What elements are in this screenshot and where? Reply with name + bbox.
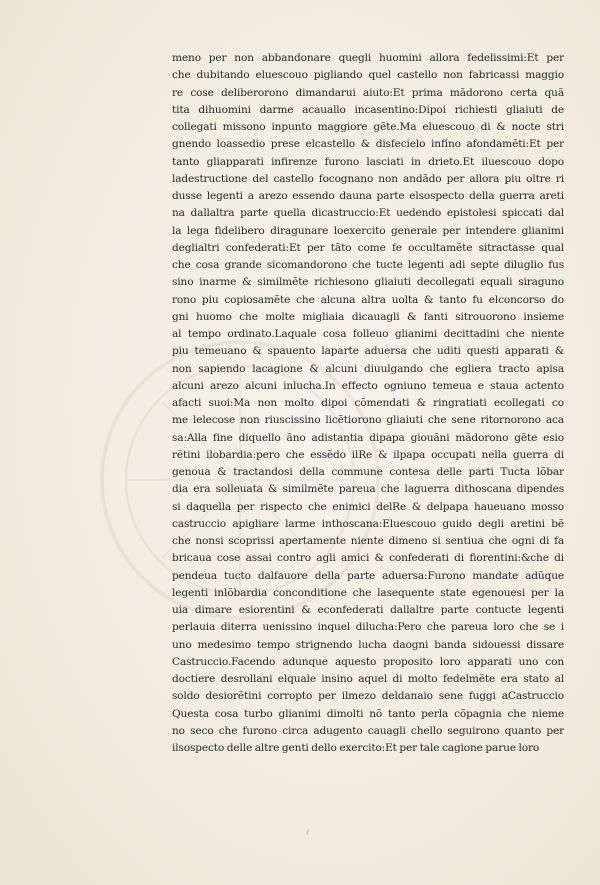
signature-mark bbox=[306, 829, 315, 837]
text-line: Questa cosa turbo glianimi dimolti nõ tanto perla cõpagnia che nieme bbox=[172, 707, 564, 720]
text-line: alcuni arezo alcuni inlucha.In effecto ogniuno temeua e staua actento bbox=[172, 379, 564, 392]
text-line: sa:Alla fine diquello ãno adistantia dipapa giouãni mãdorono gẽte esio bbox=[172, 431, 564, 444]
text-line: al tempo ordinato.Laquale cosa folleuo glianimi decittadini che niente bbox=[172, 328, 564, 340]
text-line: no seco che furono circa adugento cauagli chello seguirono quanto per bbox=[172, 724, 564, 737]
text-line: na dallaltra parte quella dicastruccio:Et uedendo epistolesi spiccati dal bbox=[172, 207, 564, 220]
text-line: afacti suoi:Ma non molto dipoi cõmendati & ringratiati ecollegati co bbox=[172, 397, 564, 409]
text-line: che dubitando eluescouo pigliando quel castello non fabricassi maggio bbox=[172, 69, 564, 82]
text-line: bricaua cose assai contro agli amici & confederati di fiorentini:&che di bbox=[172, 552, 564, 565]
text-line: tanto gliapparati infirenze furono lasciati in drieto.Et iluescouo dopo bbox=[172, 155, 564, 168]
text-line: meno per non abbandonare quegli huomini allora fedelissimi:Et per bbox=[172, 52, 564, 64]
text-line: re cose deliberorono dimandarui aiuto:Et prima mãdorono certa quã bbox=[172, 86, 564, 99]
text-line: ilsospecto delle altre genti dello exercito:Et per tale cagione parue loro bbox=[172, 742, 540, 754]
text-line: doctiere desrollani elquale insino aquel di molto fedelmẽte era stato al bbox=[172, 673, 564, 685]
text-line: soldo desiorẽtini corropto per ilmezo deldanaio sene fuggi aCastruccio bbox=[172, 690, 564, 703]
text-line: uno medesimo tempo strignendo lucha daogni banda sidouessi dissare bbox=[172, 638, 564, 651]
text-line: rono piu copiosamẽte che alcuna altra uolta & tanto fu elconcorso do bbox=[172, 293, 564, 306]
text-line: che cosa grande sicomandorono che tucte legenti adi septe diluglio fus bbox=[172, 259, 564, 271]
text-line: legenti inlõbardia conconditione che lasequente state egenouesi per la bbox=[172, 586, 564, 599]
text-line: Castruccio.Facendo adunque aquesto proposito loro apparati uno con bbox=[172, 655, 564, 668]
text-line: collegati missono inpunto maggiore gẽte.Ma eluescouo di & nocte stri bbox=[172, 121, 564, 133]
text-line: dia era solleuata & similmẽte pareua che laguerra dithoscana dipendes bbox=[172, 483, 564, 496]
text-line: piu temeuano & spauento laparte aduersa che uditi questi apparati & bbox=[172, 345, 564, 358]
text-line: la lega fidelibero diragunare loexercito generale per intendere glianimi bbox=[172, 224, 564, 237]
text-line: perlauia diterra uenissino inquel dilucha:Pero che pareua loro che se i bbox=[172, 621, 564, 634]
text-line: gni huomo che molte migliaia dicauagli & fanti sitrouorono insieme bbox=[172, 310, 564, 323]
text-line: dusse legenti a arezo essendo dauna parte elsospecto della guerra areti bbox=[172, 190, 564, 202]
text-line: sino inarme & similmẽte richiesono gliaiuti decollegati equali siraguno bbox=[172, 276, 564, 289]
body-text bbox=[172, 50, 564, 757]
text-line: ladestructione del castello focognano non andãdo per allora piu oltre ri bbox=[172, 172, 564, 185]
text-line: deglialtri confederati:Et per tãto come fe occultamẽte sitractasse qual bbox=[172, 241, 564, 254]
text-line: si daquella per rispecto che enimici delRe & delpapa haueuano mosso bbox=[172, 500, 564, 513]
text-line: rẽtini ilobardia:pero che essẽdo ilRe & ilpapa occupati nella guerra di bbox=[172, 448, 564, 461]
text-line: genoua & tractandosi della commune contesa delle parti Tucta lõbar bbox=[172, 466, 564, 478]
text-line: tita dihuomini darme acauallo incasentino:Dipoi richiesti gliaiuti de bbox=[172, 103, 564, 116]
text-line: che nonsi scoprissi apertamente niente dimeno si sentiua che ogni di fa bbox=[172, 535, 564, 547]
text-line: me lelecose non riuscissino licẽtiorono gliaiuti che sene ritornorono aca bbox=[172, 414, 564, 427]
text-line: castruccio apigliare larme inthoscana:Eluescouo guido degli aretini bẽ bbox=[172, 517, 564, 530]
text-line: pendeua tucto dalfauore della parte aduersa:Furono mandate adũque bbox=[172, 569, 564, 582]
text-line: gnendo loassedio prese elcastello & disfecielo infino afondamẽti:Et per bbox=[172, 138, 564, 151]
text-line: uia dimare esiorentini & econfederati dallaltre parte contucte legenti bbox=[172, 604, 564, 616]
text-line: non sapiendo lacagione & alcuni diuulgando che egliera tracto apisa bbox=[172, 362, 564, 375]
